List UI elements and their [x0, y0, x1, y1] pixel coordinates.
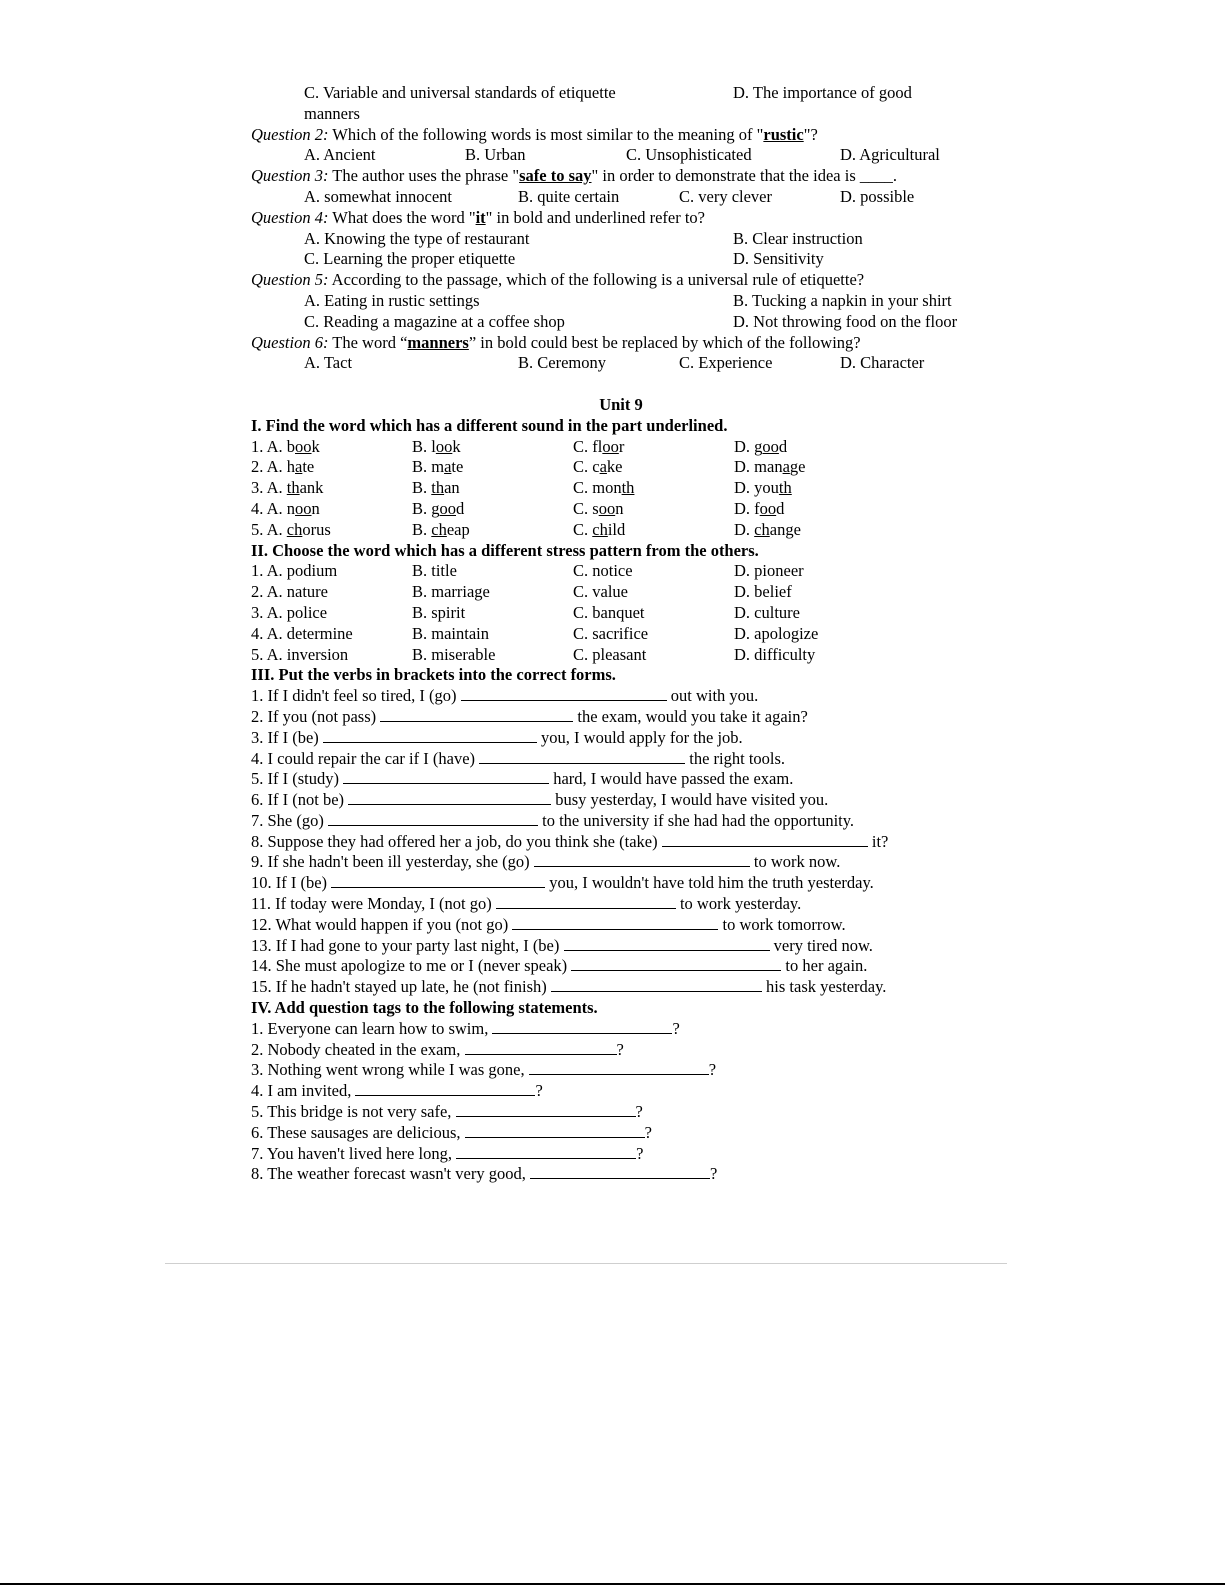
sound-option: D. youth — [734, 478, 792, 498]
question-tag-item: 4. I am invited, ? — [251, 1081, 543, 1101]
verb-form-item: 3. If I (be) you, I would apply for the job. — [251, 727, 743, 747]
stress-row — [251, 582, 1051, 603]
sound-option: B. good — [412, 498, 465, 518]
stress-option: B. spirit — [412, 602, 466, 622]
sound-option: D. food — [734, 498, 785, 518]
q5-option-c: C. Reading a magazine at a coffee shop — [304, 311, 565, 331]
q5-stem — [251, 270, 1051, 291]
underlined-sound: oo — [602, 436, 619, 456]
section-4-heading-row — [251, 998, 1051, 1019]
q4-option-b: B. Clear instruction — [733, 228, 863, 248]
section-4-heading: IV. Add question tags to the following statements. — [251, 998, 598, 1018]
stress-option: C. banquet — [573, 602, 645, 622]
sound-row — [251, 499, 1051, 520]
q4-options-row-2 — [251, 249, 1051, 270]
q6-text-before: The word “ — [328, 332, 408, 352]
section-3-heading-row — [251, 665, 1051, 686]
section-2-heading-row — [251, 541, 1051, 562]
stress-option: B. marriage — [412, 582, 490, 602]
q4-option-d: D. Sensitivity — [733, 249, 824, 269]
q2-option-b: B. Urban — [465, 145, 526, 165]
verb-form-item: 12. What would happen if you (not go) to work tomorrow. — [251, 914, 846, 934]
stress-option: B. maintain — [412, 623, 489, 643]
underlined-sound: ch — [431, 519, 447, 539]
sound-option: 2. A. hate — [251, 457, 315, 477]
answer-blank[interactable] — [496, 894, 676, 909]
underlined-sound: th — [286, 478, 300, 498]
stress-row — [251, 645, 1051, 666]
q6-stem — [251, 333, 1051, 354]
section-2-heading: II. Choose the word which has a different stress pattern from the others. — [251, 540, 759, 560]
question-tag-item: 2. Nobody cheated in the exam, ? — [251, 1039, 624, 1059]
q6-option-a: A. Tact — [304, 353, 353, 373]
verb-form-item: 14. She must apologize to me or I (never speak) to her again. — [251, 956, 868, 976]
stress-row — [251, 624, 1051, 645]
sound-option: 5. A. chorus — [251, 519, 331, 539]
verb-form-item: 4. I could repair the car if I (have) the right tools. — [251, 748, 786, 768]
answer-blank[interactable] — [529, 1060, 709, 1075]
q1-option-d-wrap: manners — [304, 103, 360, 123]
sound-option: C. child — [573, 519, 626, 539]
q2-options-row — [251, 145, 1051, 166]
q3-option-a: A. somewhat innocent — [304, 186, 453, 206]
question-tag-item: 5. This bridge is not very safe, ? — [251, 1102, 643, 1122]
sound-option: D. change — [734, 519, 801, 539]
q5-text: According to the passage, which of the following is a universal rule of etiquette? — [328, 270, 865, 290]
unit-title-row — [251, 395, 1051, 416]
underlined-sound: a — [444, 457, 452, 477]
answer-blank[interactable] — [512, 915, 718, 930]
answer-blank[interactable] — [465, 1123, 645, 1138]
verb-form-item: 1. If I didn't feel so tired, I (go) out with you. — [251, 686, 759, 706]
sound-row — [251, 437, 1051, 458]
underlined-sound: ch — [754, 519, 770, 539]
verb-form-item: 15. If he hadn't stayed up late, he (not finish) his task yesterday. — [251, 977, 887, 997]
underlined-sound: a — [295, 457, 303, 477]
stress-row — [251, 561, 1051, 582]
worksheet-page — [251, 83, 1051, 1185]
q3-text-before: The author uses the phrase " — [328, 166, 520, 186]
q2-option-a: A. Ancient — [304, 145, 376, 165]
underlined-sound: oo — [435, 436, 453, 456]
answer-blank[interactable] — [530, 1164, 710, 1179]
stress-option: 2. A. nature — [251, 582, 328, 602]
sound-option: 4. A. noon — [251, 498, 320, 518]
sound-option: C. soon — [573, 498, 624, 518]
answer-blank[interactable] — [465, 1040, 617, 1055]
underlined-sound: oo — [762, 436, 779, 456]
underlined-sound: ch — [592, 519, 608, 539]
question-tag-item: 8. The weather forecast wasn't very good, ? — [251, 1164, 718, 1184]
verb-form-item: 8. Suppose they had offered her a job, do you think she (take) it? — [251, 831, 889, 851]
page-divider — [165, 1263, 1007, 1264]
underlined-sound: a — [782, 457, 790, 477]
q2-text-after: "? — [803, 124, 818, 144]
stress-option: C. value — [573, 582, 628, 602]
question-tag-item: 1. Everyone can learn how to swim, ? — [251, 1018, 680, 1038]
spacer — [251, 374, 1051, 395]
verb-form-item: 9. If she hadn't been ill yesterday, she (go) to work now. — [251, 852, 841, 872]
sound-option: C. month — [573, 478, 635, 498]
answer-blank[interactable] — [564, 936, 770, 951]
answer-blank[interactable] — [534, 852, 750, 867]
q4-keyword: it — [475, 207, 486, 227]
q5-label: Question 5: — [251, 270, 329, 290]
sound-option: D. manage — [734, 457, 806, 477]
question-tag-item: 7. You haven't lived here long, ? — [251, 1143, 644, 1163]
sound-option: D. good — [734, 436, 788, 456]
underlined-sound: oo — [439, 498, 457, 518]
sound-row — [251, 457, 1051, 478]
q6-keyword: manners — [407, 332, 469, 352]
q3-keyword: safe to say — [519, 166, 592, 186]
q2-option-c: C. Unsophisticated — [626, 145, 752, 165]
stress-option: B. title — [412, 561, 457, 581]
q1-option-d: D. The importance of good — [733, 83, 912, 102]
answer-blank[interactable] — [380, 707, 573, 722]
answer-blank[interactable] — [328, 811, 538, 826]
section-1-rows — [251, 437, 1051, 541]
q4-text-after: " in bold and underlined refer to? — [485, 207, 705, 227]
answer-blank[interactable] — [331, 873, 545, 888]
q3-text-after: " in order to demonstrate that the idea is ____. — [591, 166, 897, 186]
stress-option: D. culture — [734, 602, 800, 622]
q6-text-after: ” in bold could best be replaced by which of the following? — [468, 332, 861, 352]
answer-blank[interactable] — [479, 749, 685, 764]
sound-row — [251, 478, 1051, 499]
q3-stem — [251, 166, 1051, 187]
answer-blank[interactable] — [492, 1019, 672, 1034]
answer-blank[interactable] — [662, 832, 868, 847]
stress-option: D. difficulty — [734, 644, 816, 664]
answer-blank[interactable] — [348, 790, 551, 805]
underlined-sound: oo — [598, 498, 616, 518]
q1-wrap-row — [251, 104, 1051, 125]
stress-option: D. pioneer — [734, 561, 804, 581]
underlined-sound: a — [599, 457, 607, 477]
answer-blank[interactable] — [571, 956, 781, 971]
sound-option: 3. A. thank — [251, 478, 324, 498]
stress-option: D. apologize — [734, 623, 819, 643]
answer-blank[interactable] — [456, 1102, 636, 1117]
verb-form-item: 13. If I had gone to your party last night, I (be) very tired now. — [251, 935, 873, 955]
q6-option-b: B. Ceremony — [518, 353, 606, 373]
stress-option: 4. A. determine — [251, 623, 353, 643]
q3-option-d: D. possible — [840, 186, 915, 206]
sound-option: B. mate — [412, 457, 464, 477]
question-tag-item: 6. These sausages are delicious, ? — [251, 1122, 652, 1142]
underlined-sound: oo — [295, 498, 312, 518]
q1-option-c: C. Variable and universal standards of etiquette — [304, 83, 616, 102]
sound-option: 1. A. book — [251, 436, 320, 456]
q2-label: Question 2: — [251, 124, 329, 144]
sound-option: B. cheap — [412, 519, 470, 539]
q4-text-before: What does the word " — [328, 207, 476, 227]
stress-option: D. belief — [734, 582, 792, 602]
q6-option-d: D. Character — [840, 353, 925, 373]
answer-blank[interactable] — [355, 1081, 535, 1096]
q6-options-row — [251, 353, 1051, 374]
underlined-sound: oo — [759, 498, 777, 518]
q2-option-d: D. Agricultural — [840, 145, 940, 165]
q5-option-d: D. Not throwing food on the floor — [733, 311, 958, 331]
q4-stem — [251, 208, 1051, 229]
stress-option: C. notice — [573, 561, 633, 581]
underlined-sound: ch — [286, 519, 303, 539]
verb-form-item: 7. She (go) to the university if she had had the opportunity. — [251, 810, 855, 830]
sound-option: B. than — [412, 478, 460, 498]
answer-blank[interactable] — [456, 1144, 636, 1159]
q6-option-c: C. Experience — [679, 353, 773, 373]
q5-options-row-1 — [251, 291, 1051, 312]
section-3-rows — [251, 686, 1051, 998]
sound-option: C. cake — [573, 457, 623, 477]
q2-stem — [251, 125, 1051, 146]
stress-option: C. sacrifice — [573, 623, 649, 643]
q3-option-c: C. very clever — [679, 186, 772, 206]
q4-option-a: A. Knowing the type of restaurant — [304, 228, 530, 248]
stress-option: 1. A. podium — [251, 561, 338, 581]
verb-form-item: 2. If you (not pass) the exam, would you take it again? — [251, 706, 808, 726]
answer-blank[interactable] — [323, 728, 537, 743]
answer-blank[interactable] — [461, 686, 667, 701]
q5-option-b: B. Tucking a napkin in your shirt — [733, 290, 952, 310]
answer-blank[interactable] — [343, 769, 549, 784]
q3-options-row — [251, 187, 1051, 208]
underlined-sound: oo — [295, 436, 312, 456]
q3-option-b: B. quite certain — [518, 186, 620, 206]
q4-options-row-1 — [251, 229, 1051, 250]
q4-option-c: C. Learning the proper etiquette — [304, 249, 516, 269]
verb-form-item: 6. If I (not be) busy yesterday, I would have visited you. — [251, 790, 829, 810]
section-2-rows — [251, 561, 1051, 665]
underlined-sound: th — [621, 478, 635, 498]
answer-blank[interactable] — [551, 977, 762, 992]
stress-option: 3. A. police — [251, 602, 328, 622]
q2-keyword: rustic — [763, 124, 804, 144]
section-1-heading-row — [251, 416, 1051, 437]
q3-label: Question 3: — [251, 166, 329, 186]
sound-option: B. look — [412, 436, 461, 456]
stress-option: C. pleasant — [573, 644, 647, 664]
underlined-sound: th — [778, 478, 792, 498]
verb-form-item: 11. If today were Monday, I (not go) to work yesterday. — [251, 894, 802, 914]
verb-form-item: 5. If I (study) hard, I would have passed the exam. — [251, 769, 794, 789]
underlined-sound: th — [431, 478, 445, 498]
sound-option: C. floor — [573, 436, 625, 456]
section-1-heading: I. Find the word which has a different sound in the part underlined. — [251, 415, 728, 435]
verb-form-item: 10. If I (be) you, I wouldn't have told him the truth yesterday. — [251, 873, 874, 893]
stress-option: B. miserable — [412, 644, 496, 664]
stress-row — [251, 603, 1051, 624]
section-4-rows — [251, 1019, 1051, 1185]
q2-text-before: Which of the following words is most similar to the meaning of " — [328, 124, 764, 144]
q6-label: Question 6: — [251, 332, 329, 352]
sound-row — [251, 520, 1051, 541]
q5-option-a: A. Eating in rustic settings — [304, 290, 480, 310]
question-tag-item: 3. Nothing went wrong while I was gone, ? — [251, 1060, 717, 1080]
section-3-heading: III. Put the verbs in brackets into the correct forms. — [251, 665, 616, 685]
q5-options-row-2 — [251, 312, 1051, 333]
stress-option: 5. A. inversion — [251, 644, 349, 664]
unit-title: Unit 9 — [599, 394, 643, 414]
q1-options-row — [251, 83, 1051, 104]
q4-label: Question 4: — [251, 207, 329, 227]
